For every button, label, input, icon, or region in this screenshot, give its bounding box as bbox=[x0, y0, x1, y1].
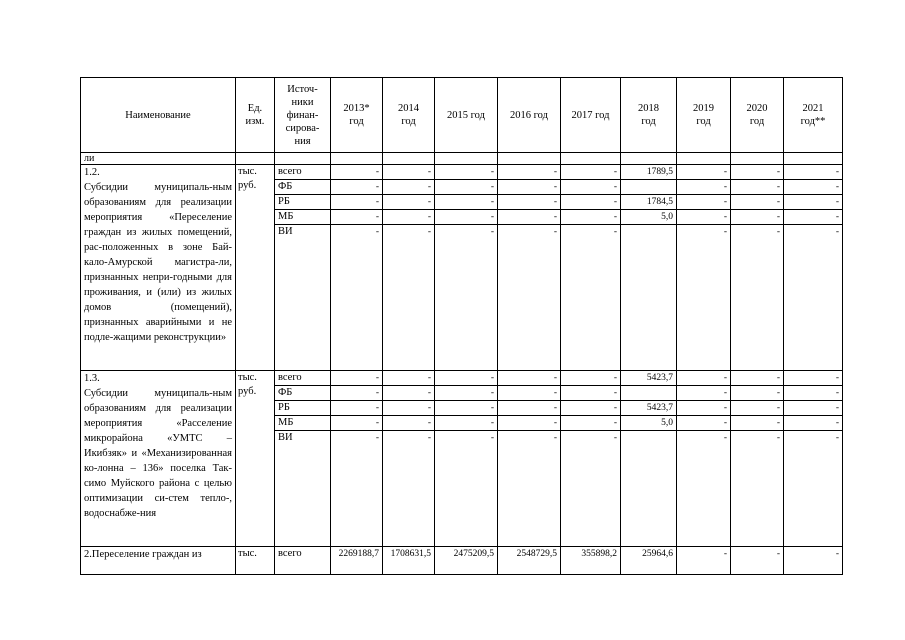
value-cell: - bbox=[561, 431, 621, 547]
value-cell: - bbox=[383, 195, 435, 210]
value-cell: - bbox=[498, 401, 561, 416]
value-cell: - bbox=[677, 225, 731, 371]
value-cell: 5,0 bbox=[621, 210, 677, 225]
section-name: 1.2. Субсидии муниципаль-ным образованиям для реализации мероприятия «Переселение граждан из жилых помещений, рас-положенных в зоне Бай-кало-Амурской магистра-ли, признанных непри-годными для проживания, и (или) из жилых домов (помещений), признанных аварийными и не подле-жащими реконструкции» bbox=[81, 165, 236, 371]
header-year: 2015 год bbox=[435, 78, 498, 153]
value-cell: - bbox=[331, 195, 383, 210]
header-unit: Ед. изм. bbox=[236, 78, 275, 153]
source-cell: ВИ bbox=[275, 225, 331, 371]
value-cell: - bbox=[331, 431, 383, 547]
value-cell: - bbox=[731, 547, 784, 575]
value-cell: - bbox=[561, 401, 621, 416]
value-cell bbox=[621, 180, 677, 195]
value-cell: - bbox=[331, 401, 383, 416]
source-cell: РБ bbox=[275, 401, 331, 416]
source-cell: МБ bbox=[275, 416, 331, 431]
source-cell: всего bbox=[275, 165, 331, 180]
value-cell: - bbox=[561, 165, 621, 180]
value-cell: - bbox=[731, 401, 784, 416]
source-cell: всего bbox=[275, 547, 331, 575]
value-cell: - bbox=[677, 401, 731, 416]
value-cell: 1789,5 bbox=[621, 165, 677, 180]
value-cell: - bbox=[731, 225, 784, 371]
value-cell: - bbox=[784, 416, 843, 431]
value-cell: - bbox=[677, 195, 731, 210]
value-cell: - bbox=[383, 210, 435, 225]
value-cell: 2475209,5 bbox=[435, 547, 498, 575]
value-cell: - bbox=[498, 165, 561, 180]
value-cell: - bbox=[784, 225, 843, 371]
value-cell: - bbox=[383, 165, 435, 180]
value-cell: 2548729,5 bbox=[498, 547, 561, 575]
value-cell: - bbox=[435, 386, 498, 401]
source-cell: МБ bbox=[275, 210, 331, 225]
source-cell: всего bbox=[275, 371, 331, 386]
value-cell: - bbox=[784, 547, 843, 575]
empty-cell bbox=[435, 153, 498, 165]
value-cell: - bbox=[383, 401, 435, 416]
continuation-row bbox=[81, 153, 843, 165]
value-cell: - bbox=[498, 180, 561, 195]
value-cell: - bbox=[331, 386, 383, 401]
empty-cell bbox=[331, 153, 383, 165]
value-cell: - bbox=[498, 225, 561, 371]
value-cell: - bbox=[435, 225, 498, 371]
value-cell: 25964,6 bbox=[621, 547, 677, 575]
value-cell: - bbox=[677, 210, 731, 225]
continuation-text: ли bbox=[81, 153, 236, 165]
value-cell: - bbox=[498, 386, 561, 401]
table-header-row bbox=[81, 78, 843, 153]
value-cell: - bbox=[784, 371, 843, 386]
value-cell: - bbox=[677, 386, 731, 401]
value-cell: - bbox=[677, 165, 731, 180]
section-name: 1.3. Субсидии муниципаль-ным образованиям для реализации мероприятия «Расселение микрорайона «УМТС – Икибзяк» и «Механизированная ко-лонна – 136» поселка Так-симо Муйского района с целью оптимизации си-стем тепло-, водоснабже-ния bbox=[81, 371, 236, 547]
header-year: 2016 год bbox=[498, 78, 561, 153]
value-cell: - bbox=[435, 165, 498, 180]
value-cell: - bbox=[677, 371, 731, 386]
value-cell: - bbox=[561, 386, 621, 401]
value-cell: - bbox=[677, 431, 731, 547]
value-cell: 355898,2 bbox=[561, 547, 621, 575]
value-cell: - bbox=[498, 195, 561, 210]
value-cell: - bbox=[731, 180, 784, 195]
value-cell: - bbox=[331, 371, 383, 386]
value-cell: - bbox=[784, 386, 843, 401]
value-cell: - bbox=[784, 165, 843, 180]
value-cell: 1708631,5 bbox=[383, 547, 435, 575]
source-cell: ФБ bbox=[275, 386, 331, 401]
value-cell: - bbox=[677, 180, 731, 195]
header-year: 2013* год bbox=[331, 78, 383, 153]
row-name: 2.Переселение граждан из bbox=[81, 547, 236, 575]
value-cell: - bbox=[731, 431, 784, 547]
value-cell: 5423,7 bbox=[621, 371, 677, 386]
value-cell: - bbox=[383, 225, 435, 371]
value-cell: 5423,7 bbox=[621, 401, 677, 416]
value-cell: - bbox=[435, 210, 498, 225]
table-row bbox=[81, 547, 843, 575]
value-cell: - bbox=[435, 180, 498, 195]
value-cell: 1784,5 bbox=[621, 195, 677, 210]
value-cell: - bbox=[331, 180, 383, 195]
value-cell: - bbox=[784, 431, 843, 547]
value-cell: - bbox=[731, 195, 784, 210]
value-cell: - bbox=[383, 416, 435, 431]
value-cell: - bbox=[383, 371, 435, 386]
header-year: 2017 год bbox=[561, 78, 621, 153]
value-cell: - bbox=[561, 371, 621, 386]
source-cell: ФБ bbox=[275, 180, 331, 195]
empty-cell bbox=[236, 153, 275, 165]
value-cell: - bbox=[677, 416, 731, 431]
value-cell: - bbox=[731, 386, 784, 401]
value-cell: - bbox=[435, 431, 498, 547]
value-cell: - bbox=[383, 386, 435, 401]
financing-table bbox=[80, 77, 843, 575]
value-cell: - bbox=[784, 210, 843, 225]
header-year: 2019 год bbox=[677, 78, 731, 153]
value-cell: - bbox=[435, 416, 498, 431]
value-cell: - bbox=[784, 195, 843, 210]
value-cell: - bbox=[561, 180, 621, 195]
header-year: 2018 год bbox=[621, 78, 677, 153]
empty-cell bbox=[561, 153, 621, 165]
table-row bbox=[81, 165, 843, 180]
section-unit: тыс. руб. bbox=[236, 165, 275, 371]
value-cell: - bbox=[435, 195, 498, 210]
source-cell: ВИ bbox=[275, 431, 331, 547]
value-cell: - bbox=[383, 180, 435, 195]
value-cell: - bbox=[331, 165, 383, 180]
value-cell: - bbox=[731, 416, 784, 431]
header-year: 2014 год bbox=[383, 78, 435, 153]
value-cell: - bbox=[561, 416, 621, 431]
value-cell: - bbox=[784, 401, 843, 416]
value-cell: - bbox=[677, 547, 731, 575]
value-cell: - bbox=[561, 210, 621, 225]
value-cell bbox=[621, 225, 677, 371]
empty-cell bbox=[383, 153, 435, 165]
empty-cell bbox=[784, 153, 843, 165]
value-cell bbox=[621, 431, 677, 547]
header-year: 2020 год bbox=[731, 78, 784, 153]
empty-cell bbox=[275, 153, 331, 165]
value-cell: - bbox=[731, 210, 784, 225]
value-cell: - bbox=[561, 195, 621, 210]
table-row bbox=[81, 371, 843, 386]
value-cell: - bbox=[561, 225, 621, 371]
value-cell: 2269188,7 bbox=[331, 547, 383, 575]
value-cell: - bbox=[498, 371, 561, 386]
value-cell: - bbox=[731, 371, 784, 386]
header-name: Наименование bbox=[81, 78, 236, 153]
value-cell: - bbox=[498, 416, 561, 431]
value-cell: - bbox=[435, 401, 498, 416]
empty-cell bbox=[621, 153, 677, 165]
value-cell: - bbox=[435, 371, 498, 386]
empty-cell bbox=[731, 153, 784, 165]
value-cell: - bbox=[498, 210, 561, 225]
empty-cell bbox=[498, 153, 561, 165]
value-cell: - bbox=[331, 225, 383, 371]
empty-cell bbox=[677, 153, 731, 165]
value-cell bbox=[621, 386, 677, 401]
value-cell: - bbox=[498, 431, 561, 547]
value-cell: - bbox=[731, 165, 784, 180]
value-cell: - bbox=[331, 416, 383, 431]
value-cell: - bbox=[331, 210, 383, 225]
value-cell: - bbox=[784, 180, 843, 195]
value-cell: 5,0 bbox=[621, 416, 677, 431]
source-cell: РБ bbox=[275, 195, 331, 210]
value-cell: - bbox=[383, 431, 435, 547]
header-source: Источ- ники финан- сирова- ния bbox=[275, 78, 331, 153]
header-year: 2021 год** bbox=[784, 78, 843, 153]
section-unit: тыс. руб. bbox=[236, 371, 275, 547]
row-unit: тыс. bbox=[236, 547, 275, 575]
